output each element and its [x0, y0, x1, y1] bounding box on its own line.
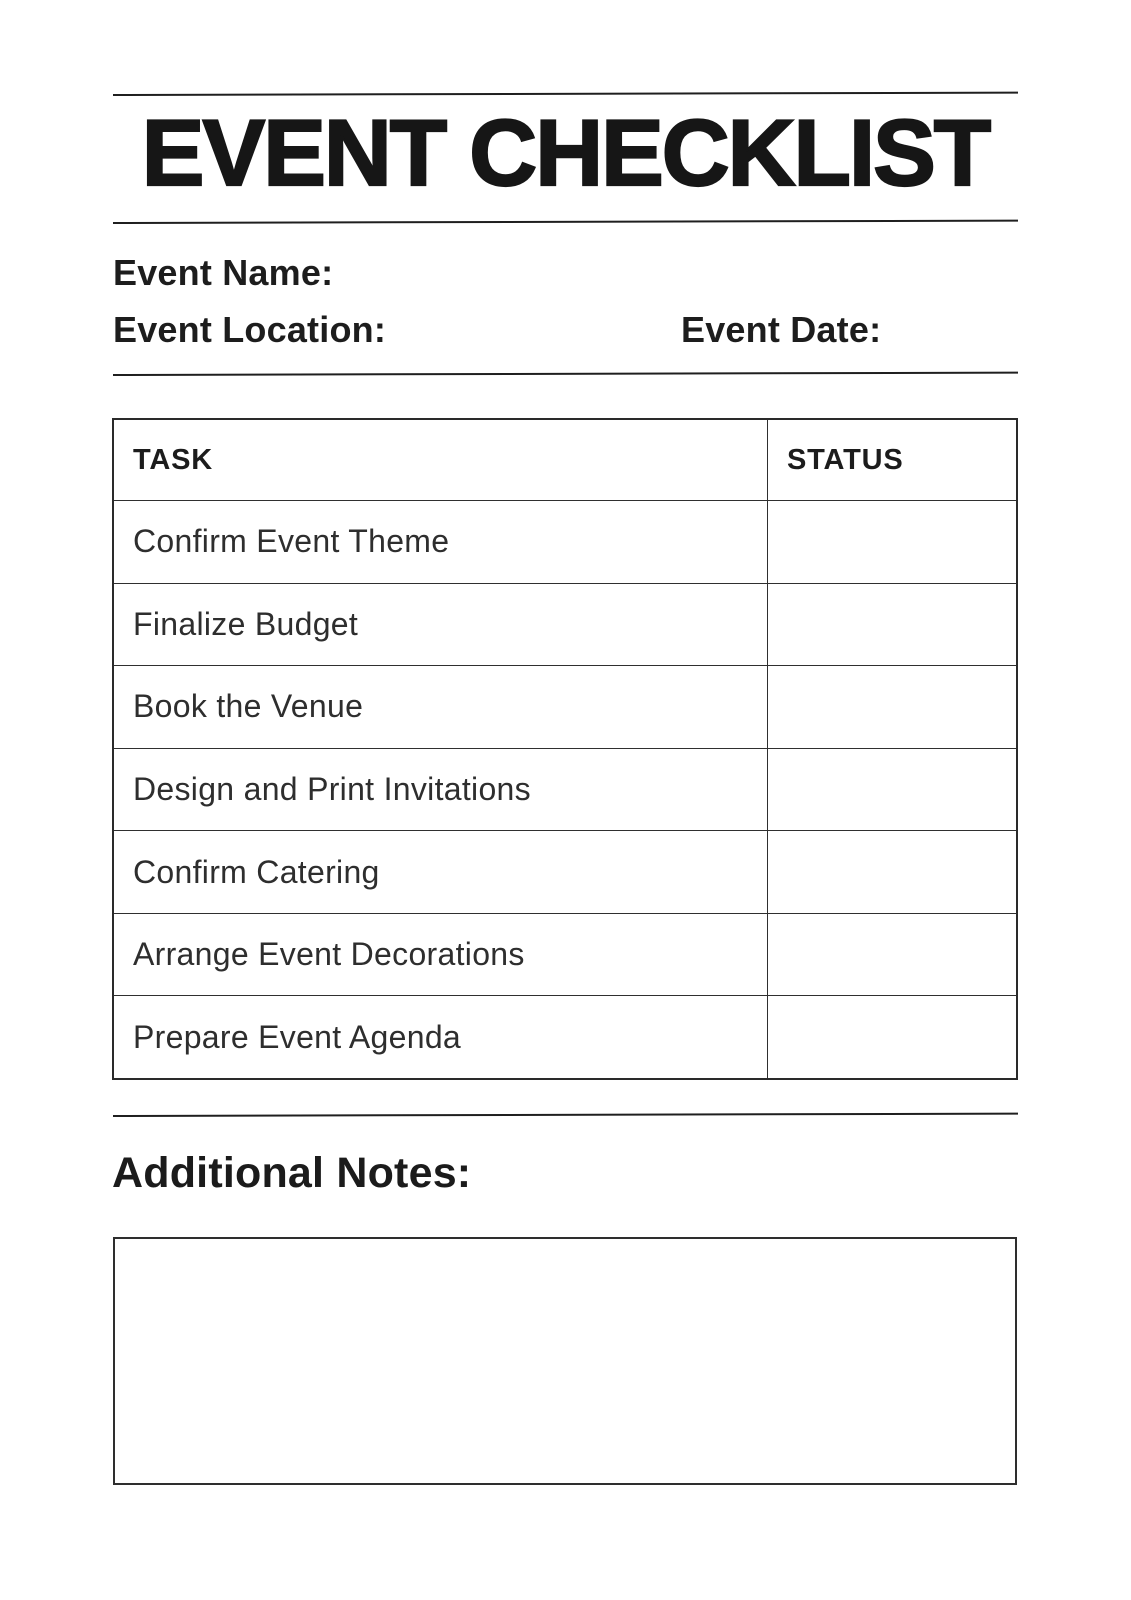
event-name-label: Event Name: [113, 252, 334, 293]
event-date-label: Event Date: [681, 309, 882, 350]
task-cell: Confirm Catering [133, 853, 380, 890]
status-cell[interactable] [767, 501, 1016, 583]
checklist-table [112, 418, 1018, 1080]
table-row [114, 583, 1016, 666]
notes-top-divider [113, 1113, 1018, 1118]
task-cell: Design and Print Invitations [133, 771, 531, 808]
task-cell: Finalize Budget [133, 605, 359, 642]
table-row [114, 913, 1016, 996]
task-cell: Arrange Event Decorations [133, 936, 525, 973]
top-divider [113, 92, 1018, 96]
status-cell[interactable] [767, 666, 1016, 748]
event-name-field[interactable] [330, 250, 1018, 292]
event-location-label: Event Location: [113, 309, 387, 350]
title-bottom-divider [113, 220, 1018, 224]
event-date-field[interactable] [885, 307, 1018, 349]
column-header-status: STATUS [767, 420, 1016, 500]
status-cell[interactable] [767, 914, 1016, 996]
status-cell[interactable] [767, 749, 1016, 831]
table-header-row [114, 420, 1016, 500]
status-cell[interactable] [767, 996, 1016, 1078]
page-title: EVENT CHECKLIST [141, 100, 990, 205]
table-row [114, 665, 1016, 748]
status-cell[interactable] [767, 831, 1016, 913]
table-row [114, 995, 1016, 1078]
table-top-divider [113, 372, 1018, 376]
table-row [114, 830, 1016, 913]
task-cell: Prepare Event Agenda [133, 1018, 462, 1055]
table-row [114, 500, 1016, 583]
task-cell: Book the Venue [133, 688, 364, 725]
event-location-field[interactable] [395, 307, 665, 349]
column-header-task: TASK [133, 443, 213, 476]
task-cell: Confirm Event Theme [133, 523, 450, 560]
additional-notes-input-area[interactable] [113, 1237, 1017, 1485]
status-cell[interactable] [767, 584, 1016, 666]
table-row [114, 748, 1016, 831]
additional-notes-label: Additional Notes: [112, 1149, 472, 1197]
